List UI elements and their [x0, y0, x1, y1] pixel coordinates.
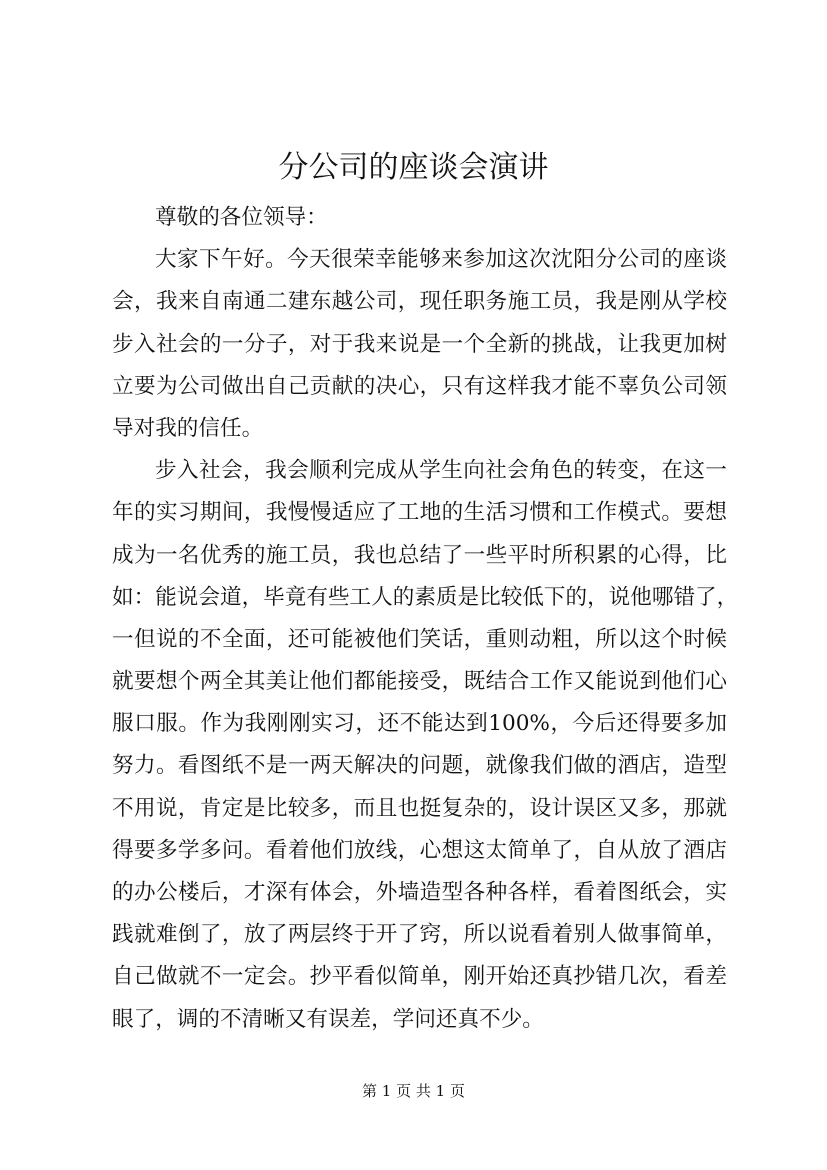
document-title: 分公司的座谈会演讲 [278, 150, 549, 185]
paragraph-1 [112, 239, 727, 450]
paragraph-2-line-12: 践就难倒了，放了两层终于开了窍，所以说看着别人做事简单， [112, 922, 727, 948]
paragraph-2-line-6: 就要想个两全其美让他们都能接受，既结合工作又能说到他们心 [112, 669, 727, 695]
paragraph-2-line-13: 自己做就不一定会。抄平看似简单，刚开始还真抄错几次，看差 [112, 964, 727, 990]
paragraph-2-line-1: 步入社会，我会顺利完成从学生向社会角色的转变，在这一 [155, 458, 727, 484]
paragraph-1-line-4: 立要为公司做出自己贡献的决心，只有这样我才能不辜负公司领 [112, 373, 727, 399]
paragraph-1-line-5: 导对我的信任。 [112, 415, 264, 441]
paragraph-2-line-8: 努力。看图纸不是一两天解决的问题，就像我们做的酒店，造型 [112, 753, 727, 779]
paragraph-1-line-3: 步入社会的一分子，对于我来说是一个全新的挑战，让我更加树 [112, 331, 727, 357]
paragraph-2-line-10: 得要多学多问。看着他们放线，心想这太简单了，自从放了酒店 [112, 837, 727, 863]
page-footer: 第 1 页 共 1 页 [362, 1082, 465, 1100]
document-body [112, 197, 739, 1041]
paragraph-2-line-9: 不用说，肯定是比较多，而且也挺复杂的，设计误区又多，那就 [112, 795, 727, 821]
paragraph-2-line-11: 的办公楼后，才深有体会，外墙造型各种各样，看着图纸会，实 [112, 880, 727, 905]
greeting-line: 尊敬的各位领导： [155, 205, 328, 230]
paragraph-2-line-14: 眼了，调的不清晰又有误差，学问还真不少。 [112, 1006, 544, 1032]
paragraph-2-line-3: 成为一名优秀的施工员，我也总结了一些平时所积累的心得，比 [112, 542, 727, 568]
paragraph-1-line-1: 大家下午好。今天很荣幸能够来参加这次沈阳分公司的座谈 [155, 247, 727, 273]
paragraph-2-line-7: 服口服。作为我刚刚实习，还不能达到100%，今后还得要多加 [112, 711, 727, 737]
paragraph-2-line-5: 一但说的不全面，还可能被他们笑话，重则动粗，所以这个时候 [112, 626, 727, 652]
paragraph-2-line-2: 年的实习期间，我慢慢适应了工地的生活习惯和工作模式。要想 [112, 500, 727, 526]
paragraph-2-line-4: 如：能说会道，毕竟有些工人的素质是比较低下的，说他哪错了， [112, 584, 739, 610]
paragraph-1-line-2: 会，我来自南通二建东越公司，现任职务施工员，我是刚从学校 [112, 289, 727, 315]
paragraph-2 [112, 450, 739, 1041]
